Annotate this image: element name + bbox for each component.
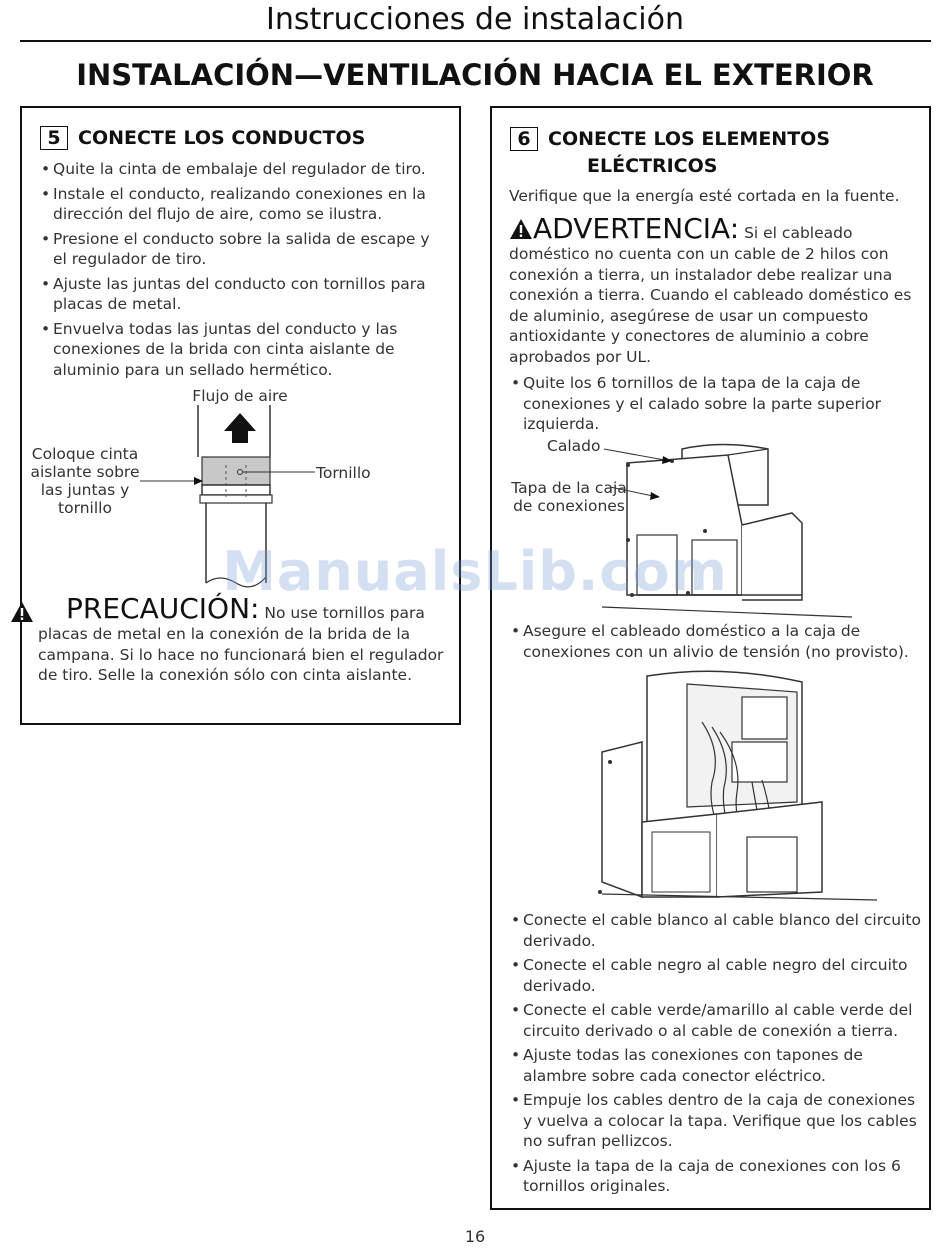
screw-label: Tornillo <box>316 464 371 482</box>
step6-bullet-a <box>508 373 908 439</box>
list-item: • Conecte el cable negro al cable negro del circuito derivado. <box>508 955 926 996</box>
step6-bullet-b <box>508 621 926 666</box>
list-item: • Asegure el cableado doméstico a la caja de conexiones con un alivio de tensión (no provisto). <box>508 621 926 662</box>
watermark: ManualsLib.com <box>222 540 728 603</box>
step6-intro: Verifique que la energía esté cortada en la fuente. <box>509 187 900 205</box>
warning-triangle-icon <box>10 601 34 629</box>
cover-label: Tapa de la caja de conexiones <box>511 479 627 515</box>
step6-number: 6 <box>510 127 538 151</box>
list-item: • Quite los 6 tornillos de la tapa de la caja de conexiones y el calado sobre la parte superior izquierda. <box>508 373 908 435</box>
knockout-label: Calado <box>547 437 601 455</box>
list-item: • Envuelva todas las juntas del conducto y las conexiones de la brida con cinta aislante de aluminio para un sellado hermético. <box>38 319 438 381</box>
warning-block <box>509 214 914 367</box>
page-number: 16 <box>464 1227 486 1246</box>
section-title: INSTALACIÓN—VENTILACIÓN HACIA EL EXTERIOR <box>76 58 874 92</box>
step6-title-line1: CONECTE LOS ELEMENTOS <box>548 128 831 150</box>
caution-word: PRECAUCIÓN: <box>66 592 260 625</box>
list-item: • Ajuste todas las conexiones con tapones de alambre sobre cada conector eléctrico. <box>508 1045 926 1086</box>
step5-heading <box>40 126 365 150</box>
list-item: • Quite la cinta de embalaje del regulador de tiro. <box>38 159 438 180</box>
warning-triangle-icon <box>509 224 533 242</box>
list-item: • Ajuste las juntas del conducto con tornillos para placas de metal. <box>38 274 438 315</box>
header-rule <box>20 40 931 42</box>
warning-word: ADVERTENCIA: <box>533 212 740 245</box>
list-item: • Conecte el cable verde/amarillo al cable verde del circuito derivado o al cable de conexión a tierra. <box>508 1000 926 1041</box>
list-item: • Instale el conducto, realizando conexiones en la dirección del flujo de aire, como se ilustra. <box>38 184 438 225</box>
list-item: • Ajuste la tapa de la caja de conexiones con los 6 tornillos originales. <box>508 1156 926 1197</box>
step6-heading <box>510 126 830 180</box>
list-item: • Presione el conducto sobre la salida de escape y el regulador de tiro. <box>38 229 438 270</box>
step5-bullets <box>38 159 438 384</box>
step6-title-line2: ELÉCTRICOS <box>587 155 718 177</box>
step5-title: CONECTE LOS CONDUCTOS <box>78 127 366 149</box>
tape-label: Coloque cinta aislante sobre las juntas y tornillo <box>30 445 140 517</box>
airflow-label: Flujo de aire <box>192 387 288 405</box>
caution-text: No use tornillos para placas de metal en la conexión de la brida de la campana. Si lo hace no funcionará bien el regulador de tiro. Selle la conexión sólo con cinta aislante. <box>38 604 444 684</box>
step6-bullets-c <box>508 910 926 1201</box>
list-item: • Empuje los cables dentro de la caja de conexiones y vuelva a colocar la tapa. Verifique que los cables no sufran pellizcos. <box>508 1090 926 1152</box>
arrow-up-icon <box>224 413 256 443</box>
list-item: • Conecte el cable blanco al cable blanco del circuito derivado. <box>508 910 926 951</box>
step5-number: 5 <box>40 126 68 150</box>
page-header-title: Instrucciones de instalación <box>266 2 684 37</box>
warning-text: Si el cableado doméstico no cuenta con un cable de 2 hilos con conexión a tierra, un instalador debe realizar una conexión a tierra. Cuando el cableado doméstico es de aluminio, asegúrese de usar un compuesto antioxidante y conectores de aluminio a cobre aprobados por UL. <box>509 224 912 366</box>
wiring-figure <box>492 662 929 907</box>
caution-block <box>38 594 448 686</box>
